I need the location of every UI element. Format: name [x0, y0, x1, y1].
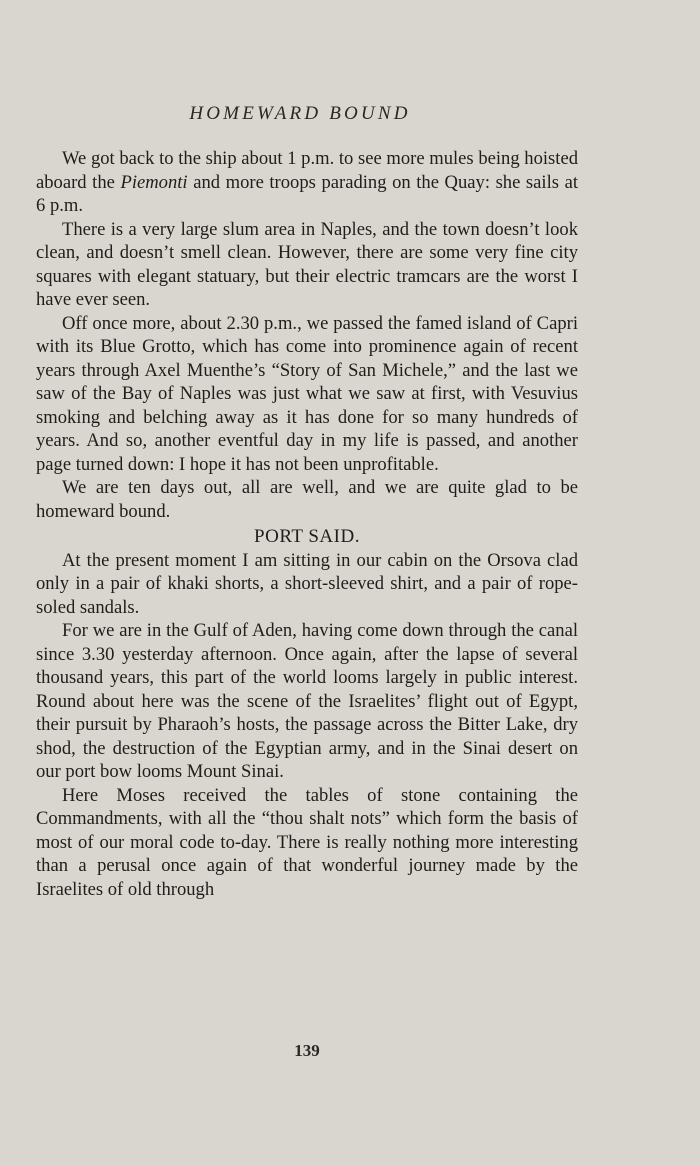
paragraph-text: and more troops parading on the Quay: she sails at 6 p.m. — [36, 171, 578, 216]
section-heading: PORT SAID. — [254, 526, 360, 547]
ship-name: Piemonti — [120, 171, 188, 193]
running-head: HOMEWARD BOUND — [189, 103, 411, 124]
paragraph-moses: Here Moses received the tables of stone containing the Commandments, with all the “thou shalt nots” which form the basis of most of our moral code to-day. There is really nothing more interesting than a perusal once again of that wonderful journey made by the Israelites of old through — [36, 784, 578, 900]
page-number: 139 — [294, 1041, 320, 1060]
paragraph-ten-days: We are ten days out, all are well, and we are quite glad to be homeward bound. — [36, 477, 578, 522]
paragraph-capri: Off once more, about 2.30 p.m., we passed the famed island of Capri with its Blue Grotto, which has come into prominence again of recent years through Axel Muenthe’s “Story of San Michele,” and the last we saw of the Bay of Naples was just what we saw at first, with Vesuvius smoking and belching away as it has done for so many hundreds of years. And so, another eventful day in my life is passed, and another page turned down: I hope it has not been unprofitable. — [36, 312, 578, 475]
paragraph-naples: There is a very large slum area in Naples, and the town doesn’t look clean, and doesn’t smell clean. However, there are some very fine city squares with elegant statuary, but their electric tramcars are the worst I have ever seen. — [36, 218, 578, 310]
paragraph-return-to-ship — [36, 147, 578, 218]
paragraph-gulf-of-aden: For we are in the Gulf of Aden, having come down through the canal since 3.30 yesterday afternoon. Once again, after the lapse of several thousand years, this part of the world looms largely in public interest. Round about here was the scene of the Israelites’ flight out of Egypt, their pursuit by Pharaoh’s hosts, the passage across the Bitter Lake, dry shod, the destruction of the Egyptian army, and in the Sinai desert on our port bow looms Mount Sinai. — [36, 620, 578, 782]
paragraph-cabin: At the present moment I am sitting in our cabin on the Orsova clad only in a pair of khaki shorts, a short-sleeved shirt, and a pair of rope-soled sandals. — [36, 549, 578, 618]
paragraph-text: We got back to the ship about 1 p.m. to see more mules being hoisted aboard the — [36, 148, 578, 193]
body-text — [36, 147, 578, 901]
